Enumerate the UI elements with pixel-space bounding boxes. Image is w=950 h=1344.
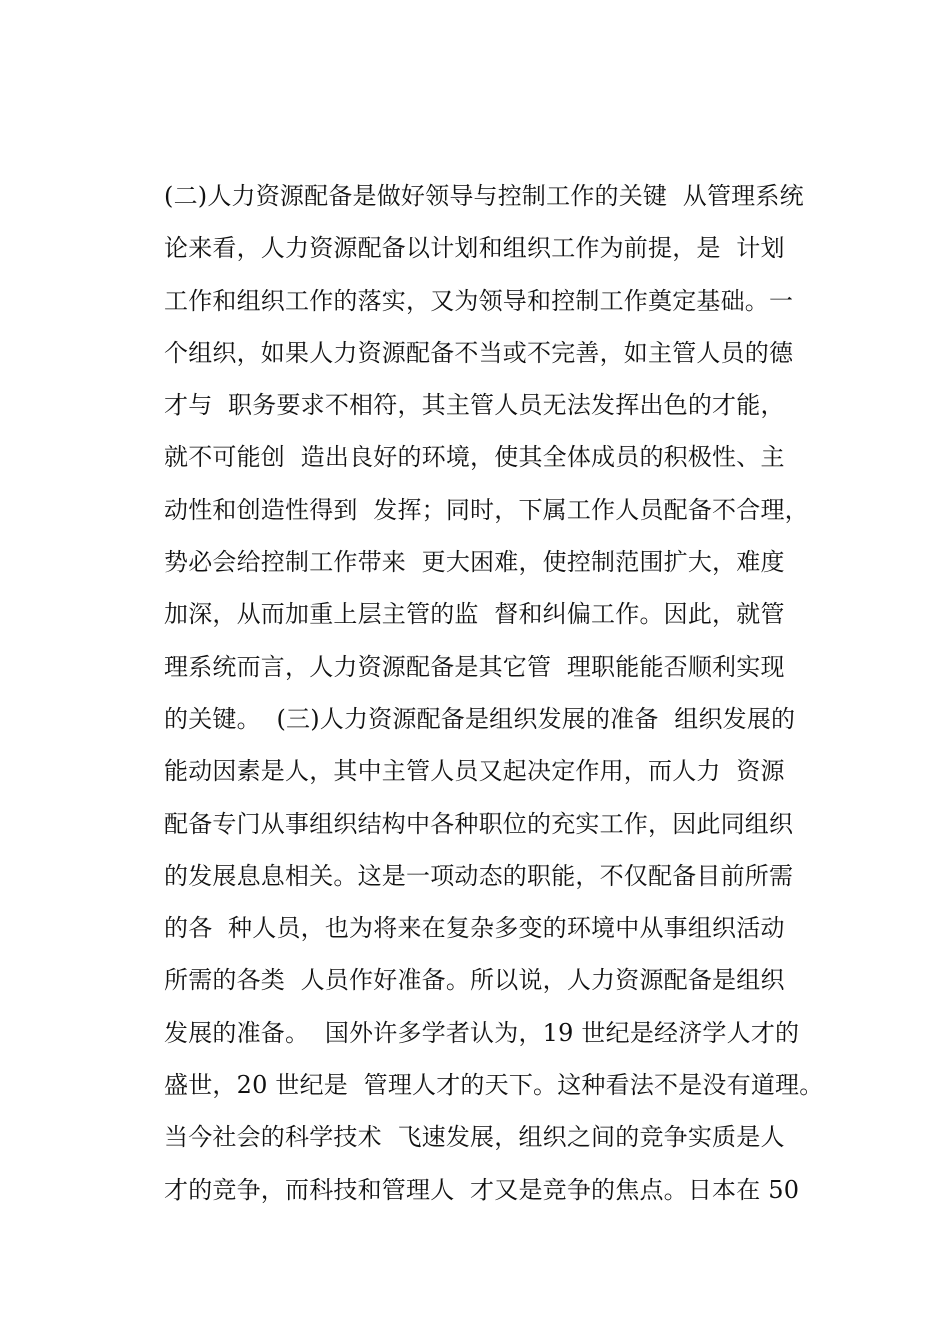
text-line: 能动因素是人，其中主管人员又起决定作用，而人力 资源 xyxy=(164,757,785,786)
text-line: 的各 种人员，也为将来在复杂多变的环境中从事组织活动 xyxy=(164,914,785,943)
text-line: 配备专门从事组织结构中各种职位的充实工作，因此同组织 xyxy=(164,809,794,838)
text-line: 势必会给控制工作带来 更大困难，使控制范围扩大，难度 xyxy=(164,548,785,577)
text-line: 动性和创造性得到 发挥；同时，下属工作人员配备不合理， xyxy=(164,495,809,524)
text-line: 个组织，如果人力资源配备不当或不完善，如主管人员的德 xyxy=(164,338,794,367)
text-line: 论来看，人力资源配备以计划和组织工作为前提，是 计划 xyxy=(164,234,785,263)
text-line: 工作和组织工作的落实，又为领导和控制工作奠定基础。一 xyxy=(164,286,794,315)
text-line: (二)人力资源配备是做好领导与控制工作的关键 从管理系统 xyxy=(164,182,804,210)
text-line: 才的竞争，而科技和管理人 才又是竞争的焦点。日本在 50 xyxy=(164,1175,800,1204)
text-line: 才与 职务要求不相符，其主管人员无法发挥出色的才能， xyxy=(164,391,785,420)
text-line: 理系统而言，人力资源配备是其它管 理职能能否顺利实现 xyxy=(164,652,785,681)
text-line: 的关键。 (三)人力资源配备是组织发展的准备 组织发展的 xyxy=(164,704,796,733)
text-line: 发展的准备。 国外许多学者认为，19 世纪是经济学人才的 xyxy=(164,1018,800,1047)
text-line: 所需的各类 人员作好准备。所以说，人力资源配备是组织 xyxy=(164,966,785,995)
text-line: 就不可能创 造出良好的环境，使其全体成员的积极性、主 xyxy=(164,443,785,472)
text-line: 盛世，20 世纪是 管理人才的天下。这种看法不是没有道理。 xyxy=(164,1071,824,1100)
body-text xyxy=(164,170,824,1216)
text-line: 的发展息息相关。这是一项动态的职能，不仅配备目前所需 xyxy=(164,861,794,890)
text-line: 加深，从而加重上层主管的监 督和纠偏工作。因此，就管 xyxy=(164,600,785,629)
text-line: 当今社会的科学技术 飞速发展，组织之间的竞争实质是人 xyxy=(164,1123,785,1152)
